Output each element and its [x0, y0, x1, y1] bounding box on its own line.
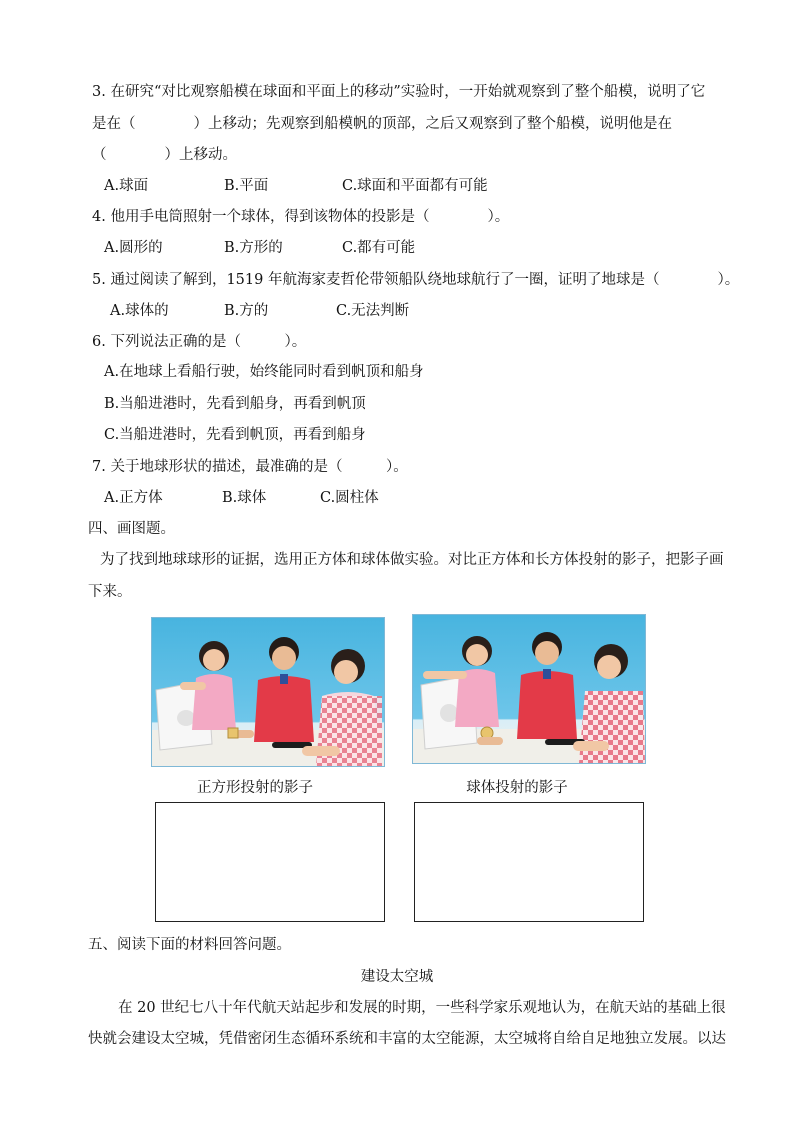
q3-option-c[interactable]: C.球面和平面都有可能 [342, 178, 488, 194]
q6-option-b[interactable]: B.当船进港时，先看到船身，再看到帆顶 [104, 396, 366, 412]
q7-option-b[interactable]: B.球体 [222, 490, 267, 506]
section-4-heading: 四、画图题。 [88, 521, 175, 537]
q3-option-a[interactable]: A.球面 [104, 178, 149, 194]
section-5-heading: 五、阅读下面的材料回答问题。 [88, 937, 291, 953]
q6-option-a[interactable]: A.在地球上看船行驶，始终能同时看到帆顶和船身 [104, 364, 424, 380]
q7-option-c[interactable]: C.圆柱体 [320, 490, 379, 506]
photo-sphere-illustration [413, 615, 645, 763]
reading-title: 建设太空城 [360, 969, 434, 985]
reading-paragraph-line-2: 快就会建设太空城，凭借密闭生态循环系统和丰富的太空能源，太空城将自给自足地独立发展。以达 [88, 1031, 726, 1047]
reading-paragraph-line-1: 在 20 世纪七八十年代航天站起步和发展的时期，一些科学家乐观地认为，在航天站的基础上很 [118, 1000, 726, 1016]
q5-option-c[interactable]: C.无法判断 [336, 303, 410, 319]
section-4-instruction-line-2: 下来。 [88, 584, 132, 600]
photo-cube-illustration [152, 618, 384, 766]
drawing-box-cube-shadow[interactable] [155, 802, 385, 922]
q6-option-c[interactable]: C.当船进港时，先看到帆顶，再看到船身 [104, 427, 366, 443]
q6-text: 6. 下列说法正确的是（ ）。 [92, 334, 307, 350]
q3-line-3: （ ）上移动。 [92, 147, 237, 163]
q7-text: 7. 关于地球形状的描述，最准确的是（ ）。 [92, 459, 408, 475]
q4-option-a[interactable]: A.圆形的 [104, 240, 163, 256]
photo-cube-experiment [151, 617, 385, 767]
q4-text: 4. 他用手电筒照射一个球体，得到该物体的投影是（ ）。 [92, 209, 510, 225]
q7-option-a[interactable]: A.正方体 [104, 490, 163, 506]
q4-option-c[interactable]: C.都有可能 [342, 240, 416, 256]
q5-option-a[interactable]: A.球体的 [110, 303, 169, 319]
section-4-instruction-line-1: 为了找到地球球形的证据，选用正方体和球体做实验。对比正方体和长方体投射的影子，把影子画 [100, 552, 724, 568]
drawing-box-sphere-shadow[interactable] [414, 802, 644, 922]
q3-option-b[interactable]: B.平面 [224, 178, 269, 194]
q3-line-2: 是在（ ）上移动；先观察到船模帆的顶部，之后又观察到了整个船模，说明他是在 [92, 116, 672, 132]
q5-text: 5. 通过阅读了解到，1519 年航海家麦哲伦带领船队绕地球航行了一圈，证明了地球是（ ）。 [92, 272, 740, 288]
q3-line-1: 3. 在研究“对比观察船模在球面和平面上的移动”实验时，一开始就观察到了整个船模，说明了它 [92, 84, 706, 100]
q4-option-b[interactable]: B.方形的 [224, 240, 283, 256]
q5-option-b[interactable]: B.方的 [224, 303, 269, 319]
caption-sphere-shadow: 球体投射的影子 [466, 780, 568, 796]
caption-cube-shadow: 正方形投射的影子 [197, 780, 313, 796]
photo-sphere-experiment [412, 614, 646, 764]
